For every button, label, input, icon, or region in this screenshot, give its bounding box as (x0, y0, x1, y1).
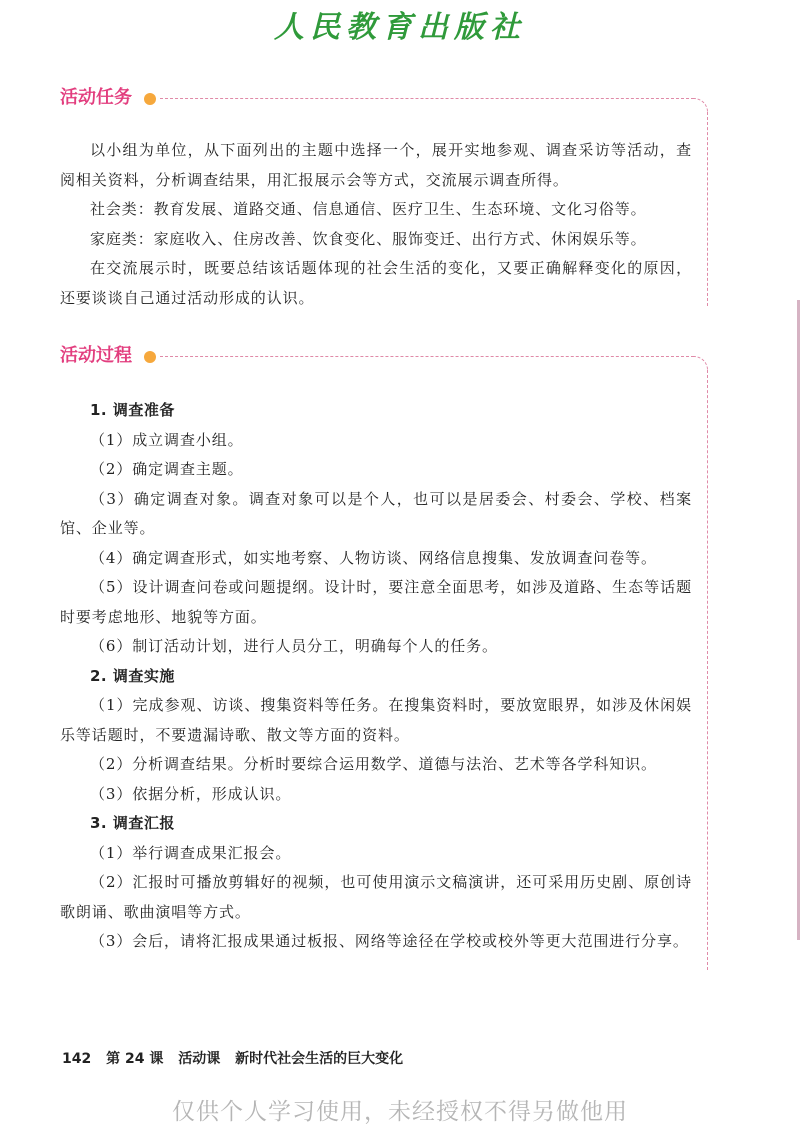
list-item: （2）汇报时可播放剪辑好的视频，也可使用演示文稿演讲，还可采用历史剧、原创诗歌朗诵、歌曲演唱等方式。 (60, 873, 692, 921)
process-section-title: 活动过程 (60, 345, 132, 366)
lesson-number: 第 24 课 (106, 1051, 164, 1067)
task-section (60, 86, 708, 313)
list-item: （1）成立调查小组。 (90, 430, 244, 449)
process-body (60, 396, 708, 957)
list-item: （4）确定调查形式，如实地考察、人物访谈、网络信息搜集、发放调查问卷等。 (90, 548, 657, 567)
step3-heading: 3. 调查汇报 (90, 814, 175, 832)
publisher-logo: 人民教育出版社 (274, 10, 526, 45)
lesson-type: 活动课 (178, 1051, 221, 1067)
task-paragraph: 以小组为单位，从下面列出的主题中选择一个，展开实地参观、调查采访等活动，查阅相关资料，分析调查结果，用汇报展示会等方式，交流展示调查所得。 (60, 141, 692, 189)
list-item: （1）举行调查成果汇报会。 (90, 843, 292, 862)
process-section (60, 344, 708, 957)
dashed-divider (160, 356, 694, 357)
watermark-text: 仅供个人学习使用，未经授权不得另做他用 (172, 1099, 628, 1125)
task-paragraph: 在交流展示时，既要总结该话题体现的社会生活的变化，又要正确解释变化的原因，还要谈谈自己通过活动形成的认识。 (60, 259, 692, 307)
list-item: （3）确定调查对象。调查对象可以是个人，也可以是居委会、村委会、学校、档案馆、企业等。 (60, 489, 692, 537)
page-number: 142 (62, 1051, 92, 1067)
task-paragraph: 社会类：教育发展、道路交通、信息通信、医疗卫生、生态环境、文化习俗等。 (90, 200, 647, 218)
step1-heading: 1. 调查准备 (90, 401, 175, 419)
list-item: （1）完成参观、访谈、搜集资料等任务。在搜集资料时，要放宽眼界，如涉及休闲娱乐等话题时，不要遗漏诗歌、散文等方面的资料。 (60, 696, 692, 744)
orange-dot-icon (144, 351, 156, 363)
lesson-title: 新时代社会生活的巨大变化 (235, 1051, 404, 1067)
task-body (60, 136, 708, 313)
list-item: （3）依据分析，形成认识。 (90, 784, 292, 803)
process-section-header (60, 344, 708, 370)
list-item: （3）会后，请将汇报成果通过板报、网络等途径在学校或校外等更大范围进行分享。 (90, 932, 689, 950)
page-footer (62, 1048, 413, 1068)
dashed-divider (160, 98, 694, 99)
task-paragraph: 家庭类：家庭收入、住房改善、饮食变化、服饰变迁、出行方式、休闲娱乐等。 (90, 229, 647, 248)
task-section-title: 活动任务 (60, 87, 132, 108)
task-section-header (60, 86, 708, 112)
list-item: （2）确定调查主题。 (90, 460, 244, 478)
dashed-corner (693, 356, 708, 371)
dashed-corner (693, 98, 708, 113)
list-item: （5）设计调查问卷或问题提纲。设计时，要注意全面思考，如涉及道路、生态等话题时要考虑地形、地貌等方面。 (60, 578, 692, 626)
orange-dot-icon (144, 93, 156, 105)
list-item: （2）分析调查结果。分析时要综合运用数学、道德与法治、艺术等各学科知识。 (90, 755, 657, 773)
step2-heading: 2. 调查实施 (90, 666, 175, 685)
list-item: （6）制订活动计划，进行人员分工，明确每个人的任务。 (90, 637, 498, 655)
